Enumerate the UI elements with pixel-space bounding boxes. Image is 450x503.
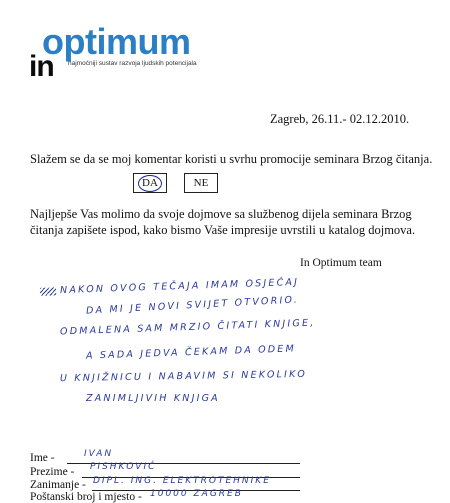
field-occupation [30, 479, 86, 491]
field-label: Ime - [30, 452, 55, 464]
comment-line: DA MI JE NOVI SVIJET OTVORIO. [85, 294, 300, 317]
consent-no-label: NE [193, 177, 209, 189]
comment-line: ODMALENA SAM MRZIO ČITATI KNJIGE, [59, 317, 316, 338]
field-first-name [30, 452, 55, 464]
date-line: Zagreb, 26.11.- 02.12.2010. [270, 112, 410, 126]
logo-word: optimum [42, 21, 191, 62]
first-name-value[interactable]: IVAN [84, 449, 114, 459]
logo-prefix: in [29, 50, 54, 83]
selection-circle [138, 175, 162, 192]
company-logo [26, 22, 226, 82]
consent-yes-checkbox[interactable] [133, 173, 167, 193]
scribble-mark [40, 287, 56, 296]
comment-line: A SADA JEDVA ČEKAM DA ODEM [85, 343, 297, 362]
field-label: Prezime - [30, 466, 75, 478]
field-last-name [30, 466, 74, 478]
logo-tagline: najmočniji sustav razvoja ljudskih potencijala [68, 60, 197, 67]
occupation-value[interactable]: DIPL. ING. ELEKTROTEHNIKE [93, 476, 271, 486]
comment-line: ZANIMLJIVIH KNJIGA [86, 393, 220, 404]
consent-text: Slažem se da se moj komentar koristi u svrhu promocije seminara Brzog čitanja. [30, 152, 433, 166]
consent-no-checkbox[interactable] [184, 173, 218, 193]
field-label: Zanimanje - [30, 479, 86, 491]
comment-line: U KNJIŽNICU I NABAVIM SI NEKOLIKO [59, 368, 308, 385]
field-postal-city [30, 491, 142, 503]
consent-yes-label: DA [142, 177, 158, 189]
last-name-value[interactable]: PISHKOVIĆ [90, 462, 157, 472]
comment-line: NAKON OVOG TEČAJA IMAM OSJEĆAJ [60, 277, 299, 296]
team-signature: In Optimum team [300, 257, 382, 269]
request-paragraph: Najljepše Vas molimo da svoje dojmove sa službenog dijela seminara Brzog čitanja zapišete ispod, kako bismo Vaše impresije uvrstili u katalog dojmova. [30, 207, 416, 237]
postal-city-value[interactable]: 10000 ZAGREB [150, 489, 243, 499]
field-label: Poštanski broj i mjesto - [30, 491, 142, 503]
